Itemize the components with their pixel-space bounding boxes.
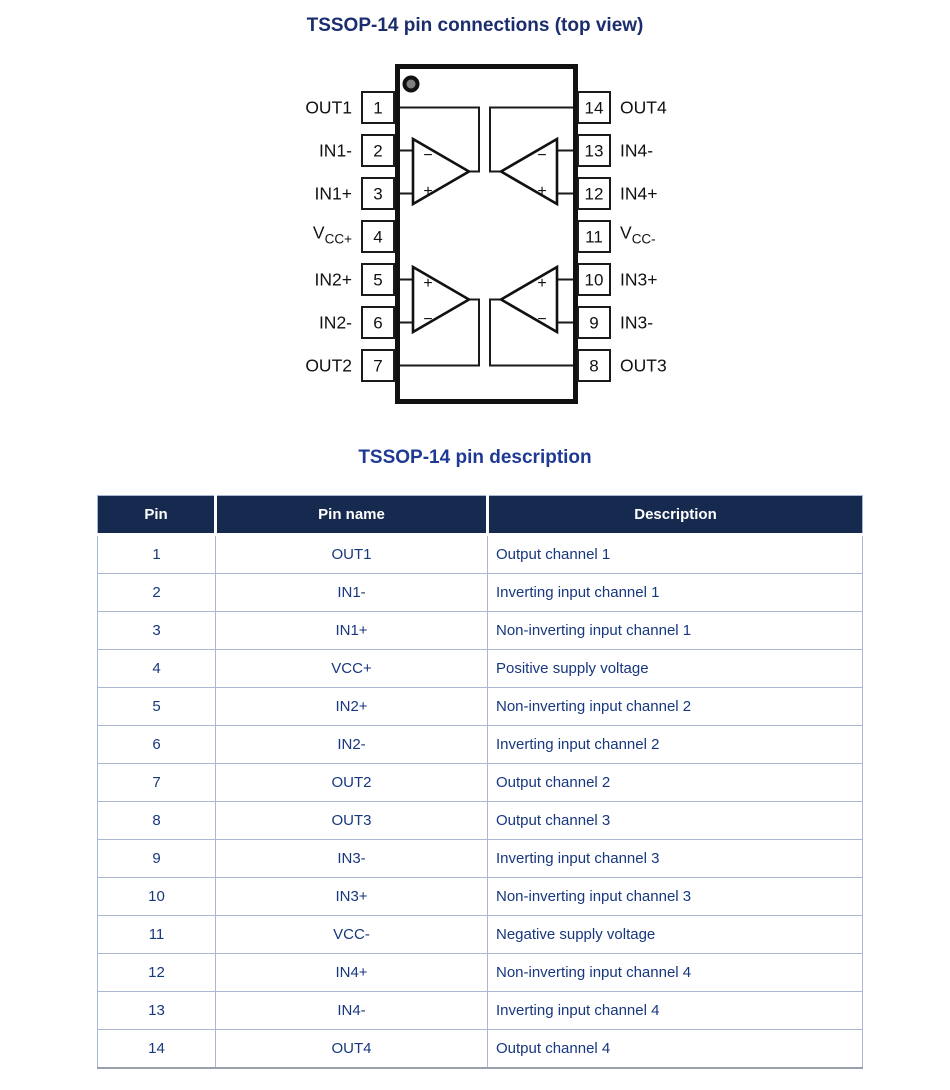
pin-description-cell: Output channel 3	[488, 802, 863, 840]
pin-number-8: 8	[589, 356, 599, 376]
pin-description-cell: Inverting input channel 2	[488, 726, 863, 764]
pin-description-cell: Output channel 2	[488, 764, 863, 802]
table-row	[98, 650, 863, 688]
pin-description-cell: Positive supply voltage	[488, 650, 863, 688]
pin-number-cell: 1	[98, 535, 216, 574]
pin-number-cell: 13	[98, 992, 216, 1030]
table-row	[98, 992, 863, 1030]
opamp-bottom-left-minus: −	[423, 311, 433, 328]
pin-number-1: 1	[373, 98, 383, 118]
pin-label-out2: OUT2	[305, 355, 352, 376]
header-description: Description	[488, 496, 863, 535]
pin-label-vccm: $V_{CC-}$	[620, 222, 656, 247]
pin-description-cell: Output channel 4	[488, 1030, 863, 1069]
pin-label-out1: OUT1	[305, 97, 352, 118]
pin-description-cell: Inverting input channel 4	[488, 992, 863, 1030]
pin-description-cell: Non-inverting input channel 3	[488, 878, 863, 916]
table-row	[98, 954, 863, 992]
table-row	[98, 802, 863, 840]
pin-description-cell: Output channel 1	[488, 535, 863, 574]
opamp-bottom-right-minus: −	[537, 311, 547, 328]
opamp-bottom-right-plus: +	[537, 275, 547, 292]
pin-name-cell: IN4-	[216, 992, 488, 1030]
pin-name-cell: OUT2	[216, 764, 488, 802]
pinout-diagram	[280, 55, 685, 420]
pin-description-cell: Non-inverting input channel 1	[488, 612, 863, 650]
pin-table-body	[98, 535, 863, 1069]
table-header-row	[98, 496, 863, 535]
table-row	[98, 612, 863, 650]
pin-name-cell: IN4+	[216, 954, 488, 992]
pin-description-cell: Inverting input channel 3	[488, 840, 863, 878]
pin-number-cell: 8	[98, 802, 216, 840]
pin-name-cell: IN2-	[216, 726, 488, 764]
pin-number-11: 11	[585, 227, 603, 247]
pin-name-cell: OUT1	[216, 535, 488, 574]
chip-body	[398, 67, 576, 402]
pin-label-in3m: IN3-	[620, 312, 654, 333]
table-row	[98, 1030, 863, 1069]
table-row	[98, 574, 863, 612]
pin-number-5: 5	[373, 270, 383, 290]
opamp-bottom-left-plus: +	[423, 275, 433, 292]
header-pin: Pin	[98, 496, 216, 535]
pin-name-cell: OUT4	[216, 1030, 488, 1069]
pin-name-cell: IN3+	[216, 878, 488, 916]
pin-label-in3p: IN3+	[620, 269, 658, 290]
pin-number-10: 10	[584, 270, 604, 290]
pin-number-14: 14	[584, 98, 604, 118]
pin-number-cell: 4	[98, 650, 216, 688]
table-row	[98, 916, 863, 954]
figure-title: TSSOP-14 pin connections (top view)	[306, 15, 644, 36]
pin-label-out3: OUT3	[620, 355, 667, 376]
pin-description-table-wrap	[97, 495, 862, 1069]
pin-number-9: 9	[589, 313, 599, 333]
pin-name-cell: IN3-	[216, 840, 488, 878]
pin-label-out4: OUT4	[620, 97, 667, 118]
opamp-top-left-minus: −	[423, 147, 433, 164]
pin-description-table	[97, 495, 863, 1069]
pin1-indicator-dot	[405, 78, 418, 91]
pin-number-cell: 5	[98, 688, 216, 726]
pin-number-cell: 6	[98, 726, 216, 764]
table-title: TSSOP-14 pin description	[358, 447, 592, 468]
table-row	[98, 764, 863, 802]
pin-name-cell: OUT3	[216, 802, 488, 840]
pin-description-cell: Negative supply voltage	[488, 916, 863, 954]
table-row	[98, 878, 863, 916]
opamp-top-right-plus: +	[537, 183, 547, 200]
pin-number-cell: 10	[98, 878, 216, 916]
pin-name-cell: VCC-	[216, 916, 488, 954]
pin-number-cell: 14	[98, 1030, 216, 1069]
pin-number-7: 7	[373, 356, 383, 376]
pin-number-13: 13	[584, 141, 604, 161]
pin-number-cell: 12	[98, 954, 216, 992]
pin-description-cell: Non-inverting input channel 4	[488, 954, 863, 992]
pin-label-in4m: IN4-	[620, 140, 654, 161]
pin-number-cell: 3	[98, 612, 216, 650]
opamp-top-right-minus: −	[537, 147, 547, 164]
pin-name-cell: IN1+	[216, 612, 488, 650]
pin-number-cell: 7	[98, 764, 216, 802]
header-pin-name: Pin name	[216, 496, 488, 535]
pin-label-in4p: IN4+	[620, 183, 658, 204]
table-row	[98, 840, 863, 878]
pin-name-cell: VCC+	[216, 650, 488, 688]
table-row	[98, 688, 863, 726]
pin-number-3: 3	[373, 184, 383, 204]
pin-label-in2p: IN2+	[314, 269, 352, 290]
pin-label-vccp: $V_{CC+}$	[312, 222, 352, 247]
table-row	[98, 726, 863, 764]
pin-label-in1m: IN1-	[318, 140, 352, 161]
opamp-top-left-plus: +	[423, 183, 433, 200]
pin-name-cell: IN2+	[216, 688, 488, 726]
pin-number-cell: 11	[98, 916, 216, 954]
pin-label-in2m: IN2-	[318, 312, 352, 333]
pin-description-cell: Inverting input channel 1	[488, 574, 863, 612]
pin-number-2: 2	[373, 141, 383, 161]
pin-number-12: 12	[584, 184, 604, 204]
pin-name-cell: IN1-	[216, 574, 488, 612]
pin-number-4: 4	[373, 227, 383, 247]
pin-description-cell: Non-inverting input channel 2	[488, 688, 863, 726]
pin-label-in1p: IN1+	[314, 183, 352, 204]
pin-number-cell: 2	[98, 574, 216, 612]
table-row	[98, 535, 863, 574]
pin-number-6: 6	[373, 313, 383, 333]
pin-number-cell: 9	[98, 840, 216, 878]
